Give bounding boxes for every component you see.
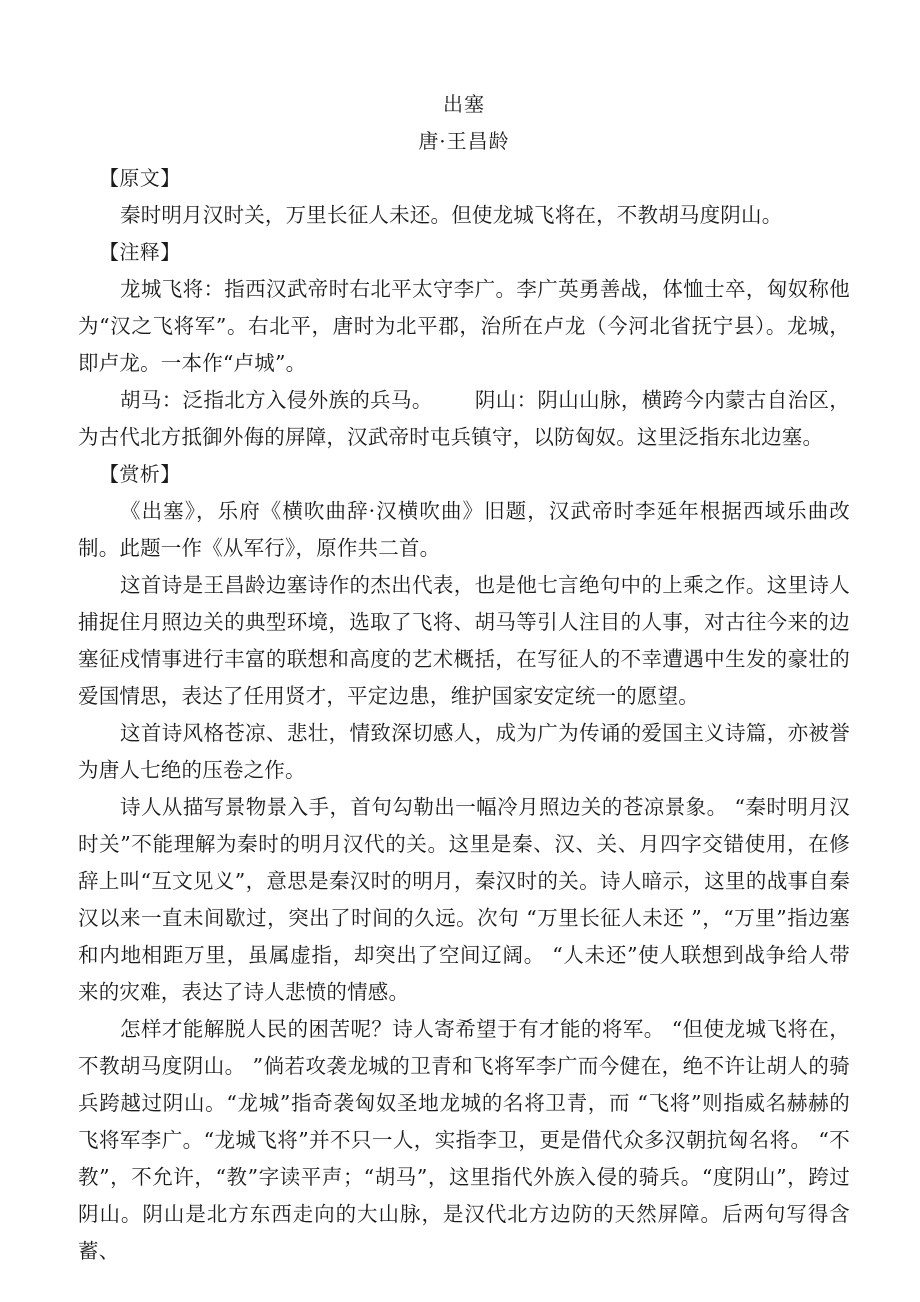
poem-original-text: 秦时明月汉时关，万里长征人未还。但使龙城飞将在，不教胡马度阴山。 <box>120 203 783 227</box>
appreciation-paragraph-2: 这首诗是王昌龄边塞诗作的杰出代表，也是他七言绝句中的上乘之作。这里诗人捕捉住月照边关的典型环境，选取了飞将、胡马等引人注目的人事，对古往今来的边塞征戍情事进行丰富的联想和高度的艺术概括，在写征人的不幸遭遇中生发的豪壮的爱国情思，表达了任用贤才，平定边患，维护国家安定统一的愿望。 <box>78 573 850 708</box>
appreciation-paragraph-5: 怎样才能解脱人民的困苦呢？诗人寄希望于有才能的将军。 “但使龙城飞将在，不教胡马度阴山。 ”倘若攻袭龙城的卫青和飞将军李广而今健在，绝不许让胡人的骑兵跨越过阴山。“龙城”指奇袭匈奴圣地龙城的名将卫青，而 “飞将”则指威名赫赫的飞将军李广。“龙城飞将”并不只一人，实指李卫，更是借代众多汉朝抗匈名将。 “不教”，不允许，“教”字读平声；“胡马”，这里指代外族入侵的骑兵。“度阴山”，跨过阴山。阴山是北方东西走向的大山脉，是汉代北方边防的天然屏障。后两句写得含蓄、 <box>78 1017 850 1263</box>
appreciation-paragraph-3: 这首诗风格苍凉、悲壮，情致深切感人，成为广为传诵的爱国主义诗篇，亦被誉为唐人七绝的压卷之作。 <box>78 721 850 782</box>
document-body <box>78 0 850 1270</box>
section-heading-appreciation: 【赏析】 <box>99 462 181 486</box>
note-yinshan-text: 阴山：阴山山脉，横跨今内蒙古自治区，为古代北方抵御外侮的屏障，汉武帝时屯兵镇守，以防匈奴。这里泛指东北边塞。 <box>78 388 851 449</box>
author-line: 唐·王昌龄 <box>418 129 510 153</box>
note-huma-yinshan <box>78 382 850 456</box>
note-longcheng-feijiang: 龙城飞将：指西汉武帝时右北平太守李广。李广英勇善战，体恤士卒，匈奴称他为“汉之飞将军”。右北平，唐时为北平郡，治所在卢龙（今河北省抚宁县）。龙城，即卢龙。一本作“卢城”。 <box>78 277 850 375</box>
note-huma-text: 胡马：泛指北方入侵外族的兵马。 <box>120 388 433 412</box>
appreciation-paragraph-4: 诗人从描写景物景入手，首句勾勒出一幅冷月照边关的苍凉景象。 “秦时明月汉时关”不能理解为秦时的明月汉代的关。这里是秦、汉、关、月四字交错使用，在修辞上叫“互文见义”，意思是秦汉时的明月，秦汉时的关。诗人暗示，这里的战事自秦汉以来一直未间歇过，突出了时间的久远。次句 “万里长征人未还 ”，“万里”指边塞和内地相距万里，虽属虚指，却突出了空间辽阔。 “人未还”使人联想到战争给人带来的灾难，表达了诗人悲愤的情感。 <box>78 795 850 1004</box>
appreciation-paragraph-1: 《出塞》，乐府《横吹曲辞·汉横吹曲》旧题，汉武帝时李延年根据西域乐曲改制。此题一作《从军行》，原作共二首。 <box>78 499 850 560</box>
section-heading-original: 【原文】 <box>99 166 181 190</box>
page-title: 出塞 <box>443 92 485 116</box>
section-heading-notes: 【注释】 <box>99 240 181 264</box>
